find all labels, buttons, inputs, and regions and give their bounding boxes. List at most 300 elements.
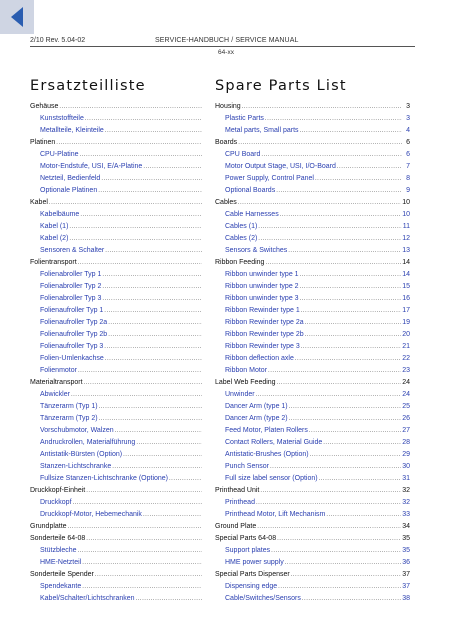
toc-page-number: 25: [402, 403, 410, 410]
toc-link-entry[interactable]: [215, 353, 410, 365]
toc-entry-label: Druckkopf-Motor, Hebemechanik: [40, 511, 142, 518]
toc-entry-label: Full size label sensor (Option): [225, 475, 318, 482]
header-divider: [30, 46, 415, 47]
toc-page-number: 24: [402, 391, 410, 398]
toc-page-number: 16: [402, 295, 410, 302]
dot-leader: [80, 149, 202, 161]
toc-page-number: 23: [402, 367, 410, 374]
dot-leader: [301, 341, 401, 353]
toc-entry-label: Housing: [215, 103, 241, 110]
toc-link-entry[interactable]: [30, 269, 210, 281]
toc-entry-label: Cable Harnesses: [225, 211, 279, 218]
toc-entry-label: Gehäuse: [30, 103, 59, 110]
toc-entry-label: Ribbon Rewinder type 3: [225, 343, 300, 350]
dot-leader: [265, 113, 402, 125]
toc-link-entry[interactable]: [215, 341, 410, 353]
toc-section-entry: [215, 569, 410, 581]
dot-leader: [105, 245, 202, 257]
toc-page-number: 19: [402, 319, 410, 326]
back-button[interactable]: [0, 0, 34, 34]
dot-leader: [257, 521, 401, 533]
toc-link-entry[interactable]: [215, 437, 410, 449]
toc-link-entry[interactable]: [215, 317, 410, 329]
toc-link-entry[interactable]: [30, 389, 210, 401]
toc-entry-label: Ribbon Rewinder type 2a: [225, 319, 304, 326]
toc-link-entry[interactable]: [30, 149, 210, 161]
toc-link-entry[interactable]: [215, 233, 410, 245]
toc-page-number: 14: [402, 271, 410, 278]
toc-link-entry[interactable]: [30, 497, 210, 509]
toc-page-number: 37: [402, 571, 410, 578]
toc-link-entry[interactable]: [215, 509, 410, 521]
toc-section-entry: [215, 533, 410, 545]
toc-entry-label: Platinen: [30, 139, 56, 146]
toc-link-entry[interactable]: [215, 581, 410, 593]
toc-entry-label: Contact Rollers, Material Guide: [225, 439, 323, 446]
dot-leader: [305, 317, 402, 329]
toc-page-number: 22: [402, 355, 410, 362]
toc-page-number: 37: [402, 583, 410, 590]
toc-link-entry[interactable]: [215, 497, 410, 509]
toc-entry-label: Special Parts 64-08: [215, 535, 277, 542]
toc-link-entry[interactable]: [30, 125, 210, 137]
toc-entry-label: Sonderteile Spender: [30, 571, 94, 578]
dot-leader: [85, 113, 202, 125]
toc-entry-label: Printhead Unit: [215, 487, 260, 494]
dot-leader: [99, 401, 202, 413]
toc-entry-label: Materialtransport: [30, 379, 83, 386]
toc-entry-label: Fullsize Stanzen-Lichtschranke (Optione): [40, 475, 169, 482]
toc-page-number: 34: [402, 523, 410, 530]
dot-leader: [136, 437, 202, 449]
dot-leader: [256, 389, 402, 401]
toc-link-entry[interactable]: [215, 281, 410, 293]
toc-section-entry: [215, 485, 410, 497]
dot-leader: [278, 581, 401, 593]
toc-entry-label: Antistatic-Brushes (Option): [225, 451, 309, 458]
dot-leader: [104, 305, 202, 317]
toc-entry-label: CPU-Platine: [40, 151, 79, 158]
toc-link-entry[interactable]: [215, 269, 410, 281]
dot-leader: [260, 485, 401, 497]
toc-entry-label: Andruckrollen, Materialführung: [40, 439, 136, 446]
toc-entry-label: Netzteil, Bedienfeld: [40, 175, 101, 182]
dot-leader: [136, 593, 202, 605]
toc-link-entry[interactable]: [30, 581, 210, 593]
toc-link-entry[interactable]: [215, 209, 410, 221]
dot-leader: [108, 317, 202, 329]
dot-leader: [291, 569, 402, 581]
toc-entry-label: Kabelbäume: [40, 211, 80, 218]
toc-entry-label: Optional Boards: [225, 187, 276, 194]
toc-entry-label: Metal parts, Small parts: [225, 127, 299, 134]
toc-entry-label: Plastic Parts: [225, 115, 264, 122]
toc-entry-label: Support plates: [225, 547, 271, 554]
toc-section-entry: [215, 101, 410, 113]
toc-entry-label: Kabel/Schalter/Lichtschranken: [40, 595, 135, 602]
toc-page-number: 3: [406, 115, 410, 122]
toc-entry-label: Metallteile, Kleinteile: [40, 127, 104, 134]
dot-leader: [102, 281, 202, 293]
toc-link-entry[interactable]: [215, 593, 410, 605]
dot-leader: [80, 209, 202, 221]
dot-leader: [295, 353, 401, 365]
dot-leader: [78, 257, 202, 269]
dot-leader: [102, 269, 202, 281]
toc-entry-label: Dispensing edge: [225, 583, 278, 590]
dot-leader: [319, 473, 402, 485]
dot-leader: [143, 509, 202, 521]
toc-entry-label: Grundplatte: [30, 523, 67, 530]
toc-section-entry: [215, 197, 410, 209]
toc-link-entry[interactable]: [215, 473, 410, 485]
toc-entry-label: Ribbon unwinder type 3: [225, 295, 299, 302]
dot-leader: [123, 449, 202, 461]
toc-entry-label: Folienabroller Typ 3: [40, 295, 102, 302]
toc-page-number: 31: [402, 475, 410, 482]
dot-leader: [302, 593, 401, 605]
dot-leader: [56, 137, 202, 149]
toc-page-number: 17: [402, 307, 410, 314]
manual-title: SERVICE-HANDBUCH / SERVICE MANUAL: [155, 37, 299, 44]
toc-link-entry[interactable]: [30, 281, 210, 293]
toc-link-entry[interactable]: [215, 401, 410, 413]
toc-page-number: 14: [402, 259, 410, 266]
toc-section-entry: [30, 533, 210, 545]
toc-entry-label: HME power supply: [225, 559, 284, 566]
toc-page-number: 20: [402, 331, 410, 338]
dot-leader: [326, 509, 401, 521]
toc-link-entry[interactable]: [215, 173, 410, 185]
toc-entry-label: Ribbon Rewinder type 2b: [225, 331, 304, 338]
toc-page-number: 13: [402, 247, 410, 254]
toc-link-entry[interactable]: [30, 425, 210, 437]
toc-entry-label: Cable/Switches/Sensors: [225, 595, 301, 602]
toc-link-entry[interactable]: [215, 329, 410, 341]
toc-page-number: 6: [406, 139, 410, 146]
dot-leader: [99, 413, 202, 425]
dot-leader: [300, 281, 402, 293]
toc-link-entry[interactable]: [30, 461, 210, 473]
toc-page-number: 7: [406, 163, 410, 170]
dot-leader: [82, 557, 202, 569]
toc-page-number: 10: [402, 199, 410, 206]
toc-section-entry: [30, 137, 210, 149]
toc-link-entry[interactable]: [30, 557, 210, 569]
dot-leader: [277, 377, 402, 389]
dot-leader: [268, 365, 401, 377]
toc-entry-label: Folienabroller Typ 2: [40, 283, 102, 290]
dot-leader: [337, 161, 402, 173]
toc-link-entry[interactable]: [30, 437, 210, 449]
dot-leader: [84, 377, 202, 389]
toc-entry-label: HME-Netzteil: [40, 559, 82, 566]
dot-leader: [98, 185, 202, 197]
toc-link-entry[interactable]: [30, 317, 210, 329]
toc-link-entry[interactable]: [30, 545, 210, 557]
dot-leader: [315, 173, 402, 185]
dot-leader: [300, 269, 402, 281]
toc-section-entry: [30, 377, 210, 389]
dot-leader: [73, 497, 202, 509]
dot-leader: [68, 521, 202, 533]
toc-entry-label: Unwinder: [225, 391, 255, 398]
toc-entry-label: Folienaufroller Typ 2b: [40, 331, 108, 338]
dot-leader: [105, 353, 202, 365]
toc-link-entry[interactable]: [30, 341, 210, 353]
toc-link-entry[interactable]: [30, 305, 210, 317]
toc-section-entry: [30, 197, 210, 209]
toc-entry-label: Tänzerarm (Typ 2): [40, 415, 98, 422]
toc-page-number: 26: [402, 415, 410, 422]
toc-section-entry: [30, 521, 210, 533]
toc-page-number: 32: [402, 487, 410, 494]
dot-leader: [323, 437, 401, 449]
toc-entry-label: Ribbon Rewinder type 1: [225, 307, 300, 314]
toc-page-number: 30: [402, 463, 410, 470]
toc-entry-label: Kabel (2): [40, 235, 69, 242]
toc-entry-label: Folienaufroller Typ 3: [40, 343, 104, 350]
toc-link-entry[interactable]: [30, 449, 210, 461]
toc-link-entry[interactable]: [215, 425, 410, 437]
dot-leader: [78, 545, 202, 557]
dot-leader: [276, 185, 402, 197]
dot-leader: [261, 149, 402, 161]
toc-entry-label: Dancer Arm (type 2): [225, 415, 288, 422]
toc-entry-label: Antistatik-Bürsten (Option): [40, 451, 123, 458]
toc-entry-label: Feed Motor, Platen Rollers: [225, 427, 308, 434]
toc-english: [215, 78, 410, 605]
toc-entry-label: Punch Sensor: [225, 463, 269, 470]
toc-link-entry[interactable]: [30, 329, 210, 341]
toc-german: [30, 78, 210, 605]
toc-link-entry[interactable]: [215, 125, 410, 137]
toc-entry-label: Folienmotor: [40, 367, 77, 374]
revision-label: 2/10 Rev. 5.04-02: [30, 37, 86, 44]
toc-entry-label: Folientransport: [30, 259, 77, 266]
toc-entry-label: Optionale Platinen: [40, 187, 98, 194]
toc-entry-label: Folienaufroller Typ 1: [40, 307, 104, 314]
toc-entry-label: Label Web Feeding: [215, 379, 276, 386]
dot-leader: [277, 533, 401, 545]
toc-link-entry[interactable]: [30, 113, 210, 125]
dot-leader: [289, 413, 402, 425]
toc-page-number: 38: [402, 595, 410, 602]
toc-entry-label: Ground Plate: [215, 523, 257, 530]
toc-page-number: 33: [402, 511, 410, 518]
dot-leader: [49, 197, 202, 209]
dot-leader: [238, 137, 402, 149]
toc-entry-label: Printhead: [225, 499, 255, 506]
toc-page-number: 35: [402, 535, 410, 542]
toc-entry-label: Dancer Arm (type 1): [225, 403, 288, 410]
toc-entry-label: Special Parts Dispenser: [215, 571, 290, 578]
toc-link-entry[interactable]: [30, 161, 210, 173]
toc-link-entry[interactable]: [215, 449, 410, 461]
dot-leader: [310, 449, 402, 461]
dot-leader: [105, 125, 202, 137]
toc-link-entry[interactable]: [30, 353, 210, 365]
toc-section-entry: [215, 257, 410, 269]
toc-entry-label: Folien-Umlenkachse: [40, 355, 104, 362]
toc-link-entry[interactable]: [30, 173, 210, 185]
toc-link-entry[interactable]: [215, 545, 410, 557]
toc-entry-label: Boards: [215, 139, 238, 146]
toc-link-entry[interactable]: [215, 413, 410, 425]
toc-page-number: 36: [402, 559, 410, 566]
toc-link-entry[interactable]: [215, 161, 410, 173]
toc-link-entry[interactable]: [215, 557, 410, 569]
model-number: 64-xx: [218, 49, 234, 56]
toc-link-entry[interactable]: [215, 305, 410, 317]
toc-entry-label: Kabel: [30, 199, 48, 206]
dot-leader: [95, 569, 202, 581]
toc-link-entry[interactable]: [30, 245, 210, 257]
dot-leader: [78, 365, 202, 377]
toc-page-number: 4: [406, 127, 410, 134]
toc-page-number: 9: [406, 187, 410, 194]
toc-page-number: 12: [402, 235, 410, 242]
toc-link-entry[interactable]: [30, 413, 210, 425]
toc-link-entry[interactable]: [215, 185, 410, 197]
dot-leader: [102, 293, 202, 305]
dot-leader: [300, 293, 402, 305]
toc-link-entry[interactable]: [215, 293, 410, 305]
toc-entry-label: Stützbleche: [40, 547, 77, 554]
toc-link-entry[interactable]: [215, 461, 410, 473]
toc-section-entry: [30, 257, 210, 269]
toc-page-number: 29: [402, 451, 410, 458]
dot-leader: [238, 197, 401, 209]
dot-leader: [301, 305, 401, 317]
toc-link-entry[interactable]: [215, 149, 410, 161]
toc-section-entry: [215, 521, 410, 533]
toc-entry-label: Cables (2): [225, 235, 258, 242]
toc-entry-label: Kunststoffteile: [40, 115, 84, 122]
toc-page-number: 32: [402, 499, 410, 506]
dot-leader: [242, 101, 402, 113]
toc-entry-label: Printhead Motor, Lift Mechanism: [225, 511, 326, 518]
dot-leader: [101, 173, 202, 185]
dot-leader: [271, 545, 401, 557]
toc-entry-label: Vorschubmotor, Walzen: [40, 427, 114, 434]
toc-page-number: 8: [406, 175, 410, 182]
toc-entry-label: Druckkopf: [40, 499, 72, 506]
toc-link-entry[interactable]: [30, 293, 210, 305]
dot-leader: [115, 425, 202, 437]
toc-link-entry[interactable]: [215, 365, 410, 377]
toc-entry-label: Ribbon deflection axle: [225, 355, 294, 362]
dot-leader: [285, 557, 401, 569]
toc-entry-label: CPU Board: [225, 151, 261, 158]
toc-list-german: [30, 101, 210, 605]
toc-entry-label: Sensors & Switches: [225, 247, 288, 254]
toc-link-entry[interactable]: [215, 389, 410, 401]
toc-link-entry[interactable]: [30, 365, 210, 377]
toc-entry-label: Cables: [215, 199, 237, 206]
toc-entry-label: Tänzerarm (Typ 1): [40, 403, 98, 410]
toc-section-entry: [30, 569, 210, 581]
toc-page-number: 3: [406, 103, 410, 110]
triangle-left-icon: [10, 6, 24, 28]
toc-section-entry: [215, 377, 410, 389]
dot-leader: [108, 329, 202, 341]
dot-leader: [289, 401, 402, 413]
dot-leader: [256, 497, 401, 509]
toc-entry-label: Folienaufroller Typ 2a: [40, 319, 108, 326]
dot-leader: [112, 461, 202, 473]
dot-leader: [258, 233, 401, 245]
toc-link-entry[interactable]: [30, 509, 210, 521]
toc-link-entry[interactable]: [30, 473, 210, 485]
toc-link-entry[interactable]: [215, 221, 410, 233]
toc-link-entry[interactable]: [30, 233, 210, 245]
toc-link-entry[interactable]: [30, 401, 210, 413]
toc-section-entry: [215, 137, 410, 149]
toc-page-number: 6: [406, 151, 410, 158]
toc-section-entry: [30, 485, 210, 497]
toc-entry-label: Folienabroller Typ 1: [40, 271, 102, 278]
toc-section-entry: [30, 101, 210, 113]
toc-entry-label: Motor Output Stage, USI, I/O-Board: [225, 163, 336, 170]
toc-entry-label: Ribbon Motor: [225, 367, 268, 374]
toc-entry-label: Ribbon Feeding: [215, 259, 265, 266]
toc-page-number: 35: [402, 547, 410, 554]
toc-link-entry[interactable]: [30, 185, 210, 197]
dot-leader: [69, 221, 202, 233]
toc-entry-label: Ribbon unwinder type 2: [225, 283, 299, 290]
dot-leader: [86, 533, 202, 545]
toc-page-number: 11: [402, 223, 410, 230]
dot-leader: [280, 209, 402, 221]
toc-title-english: Spare Parts List: [215, 78, 347, 94]
toc-entry-label: Motor-Endstufe, USI, E/A-Platine: [40, 163, 143, 170]
toc-page-number: 27: [402, 427, 410, 434]
dot-leader: [305, 329, 402, 341]
dot-leader: [258, 221, 401, 233]
toc-entry-label: Sonderteile 64-08: [30, 535, 86, 542]
dot-leader: [300, 125, 402, 137]
toc-entry-label: Cables (1): [225, 223, 258, 230]
dot-leader: [169, 473, 202, 485]
toc-list-english: [215, 101, 410, 605]
dot-leader: [270, 461, 401, 473]
toc-entry-label: Druckkopf-Einheit: [30, 487, 86, 494]
toc-link-entry[interactable]: [30, 221, 210, 233]
dot-leader: [59, 101, 202, 113]
dot-leader: [309, 425, 401, 437]
toc-title-german: Ersatzteilliste: [30, 78, 146, 94]
dot-leader: [265, 257, 401, 269]
toc-page-number: 21: [402, 343, 410, 350]
toc-entry-label: Stanzen-Lichtschranke: [40, 463, 112, 470]
toc-link-entry[interactable]: [30, 209, 210, 221]
toc-link-entry[interactable]: [215, 245, 410, 257]
dot-leader: [143, 161, 202, 173]
dot-leader: [82, 581, 202, 593]
toc-entry-label: Abwickler: [40, 391, 70, 398]
dot-leader: [104, 341, 202, 353]
toc-entry-label: Ribbon unwinder type 1: [225, 271, 299, 278]
toc-link-entry[interactable]: [30, 593, 210, 605]
toc-entry-label: Sensoren & Schalter: [40, 247, 105, 254]
toc-page-number: 15: [402, 283, 410, 290]
toc-entry-label: Kabel (1): [40, 223, 69, 230]
toc-entry-label: Spendekante: [40, 583, 82, 590]
toc-link-entry[interactable]: [215, 113, 410, 125]
toc-page-number: 24: [402, 379, 410, 386]
toc-page-number: 28: [402, 439, 410, 446]
